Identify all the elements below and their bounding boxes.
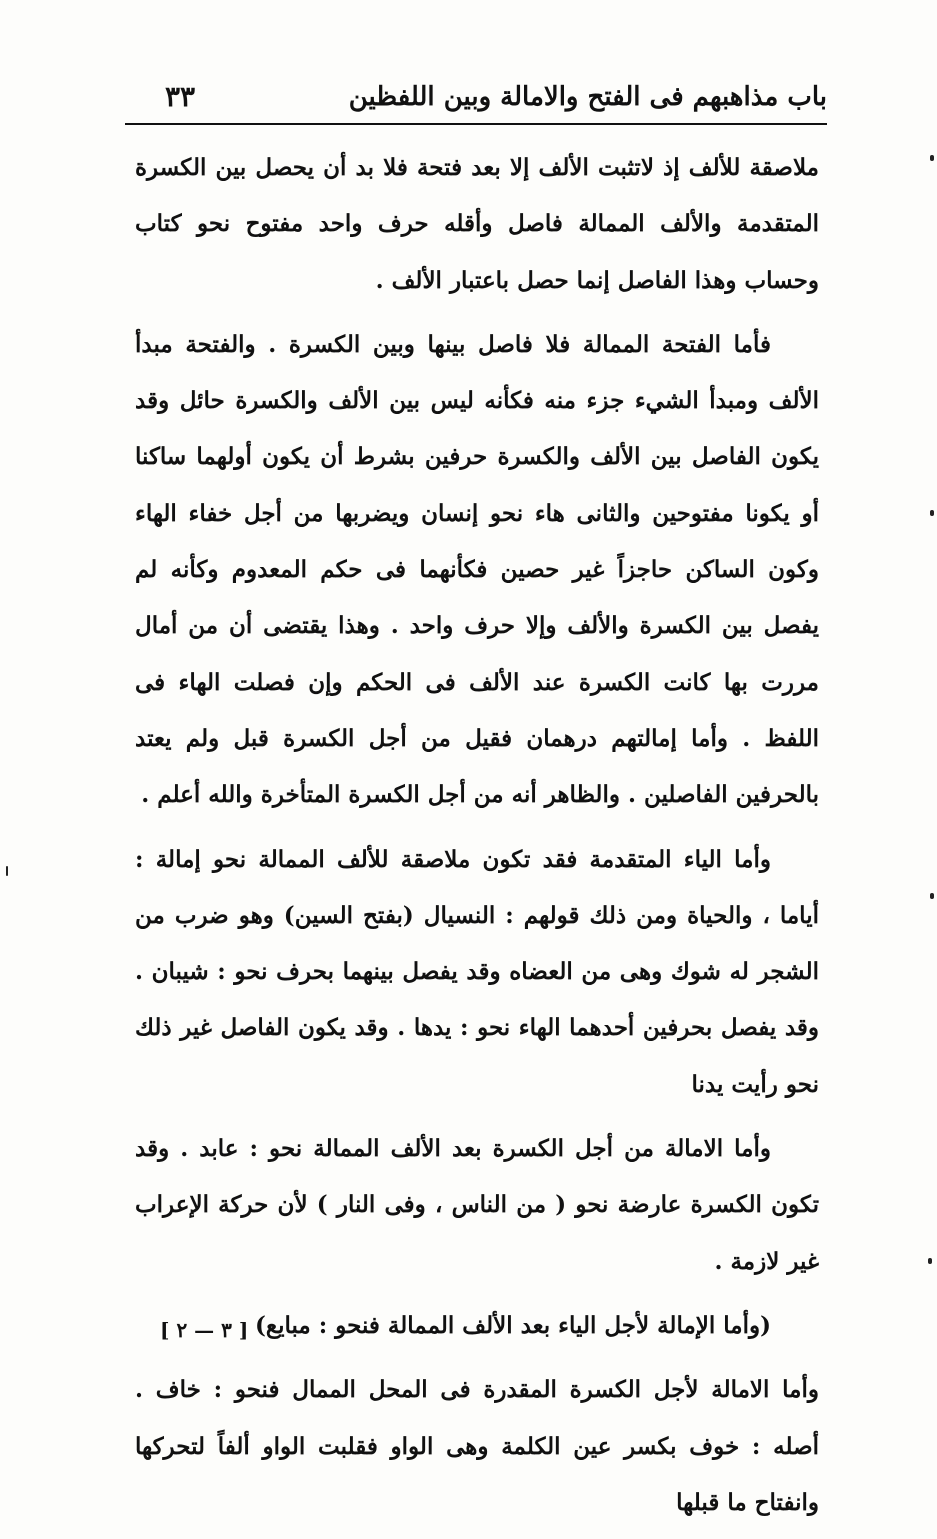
paragraph-1: ملاصقة للألف إذ لاتثبت الألف إلا بعد فتحة فلا بد أن يحصل بين الكسرة المتقدمة والألف الممالة فاصل وأقله حرف واحد مفتوح نحو كتاب وحساب وهذا الفاصل إنما حصل باعتبار الألف .	[135, 154, 819, 294]
paragraph-4: وأما الامالة من أجل الكسرة بعد الألف الممالة نحو : عابد . وقد تكون الكسرة عارضة نحو ( من الناس ، وفى النار ) لأن حركة الإعراب غير لازمة .	[135, 1135, 819, 1275]
margin-dot	[930, 893, 934, 899]
page-number: ٣٣	[165, 80, 196, 113]
margin-dot	[930, 510, 934, 516]
signature-mark: [ ٣ — ٢ ]	[160, 1318, 249, 1342]
paragraph-3: وأما الياء المتقدمة فقد تكون ملاصقة للألف الممالة نحو إمالة : أياما ، والحياة ومن ذلك قولهم : النسيال (بفتح السين) وهو ضرب من الشجر له شوك وهى من العضاه وقد يفصل بينهما بحرف نحو : شيبان . وقد يفصل بحرفين أحدهما الهاء نحو : يدها . وقد يكون الفاصل غير ذلك نحو رأيت يدنا	[135, 845, 819, 1098]
running-header	[125, 78, 827, 120]
paragraph-6: وأما الامالة لأجل الكسرة المقدرة فى المحل الممال فنحو : خاف . أصله : خوف بكسر عين الكلمة وهى الواو فقلبت الواو ألفاً لتحركها وانفتاح ما قبلها	[135, 1376, 819, 1516]
paragraph-2: فأما الفتحة الممالة فلا فاصل بينها وبين الكسرة . والفتحة مبدأ الألف ومبدأ الشيء جزء منه فكأنه ليس بين الألف والكسرة حائل وقد يكون الفاصل بين الألف والكسرة حرفين بشرط أن يكون أولهما ساكنا أو يكونا مفتوحين والثانى هاء نحو إنسان ويضربها من أجل خفاء الهاء وكون الساكن حاجزاً غير حصين فكأنهما فى حكم المعدوم وكأنه لم يفصل بين الكسرة والألف وإلا حرف واحد . وهذا يقتضى أن من أمال مررت بها كانت الكسرة عند الألف فى الحكم وإن فصلت الهاء فى اللفظ . وأما إمالتهم درهمان فقيل من أجل الكسرة قبل ولم يعتد بالحرفين الفاصلين . والظاهر أنه من أجل الكسرة المتأخرة والله أعلم .	[135, 330, 819, 809]
margin-dot	[930, 155, 934, 161]
chapter-title: باب مذاهبهم فى الفتح والامالة وبين اللفظين	[348, 82, 827, 112]
paragraph-5: (وأما الإمالة لأجل الياء بعد الألف الممالة فنحو : مبايع)	[254, 1311, 771, 1339]
margin-dot	[928, 1258, 932, 1264]
header-divider	[125, 123, 827, 125]
margin-dot	[6, 866, 8, 876]
